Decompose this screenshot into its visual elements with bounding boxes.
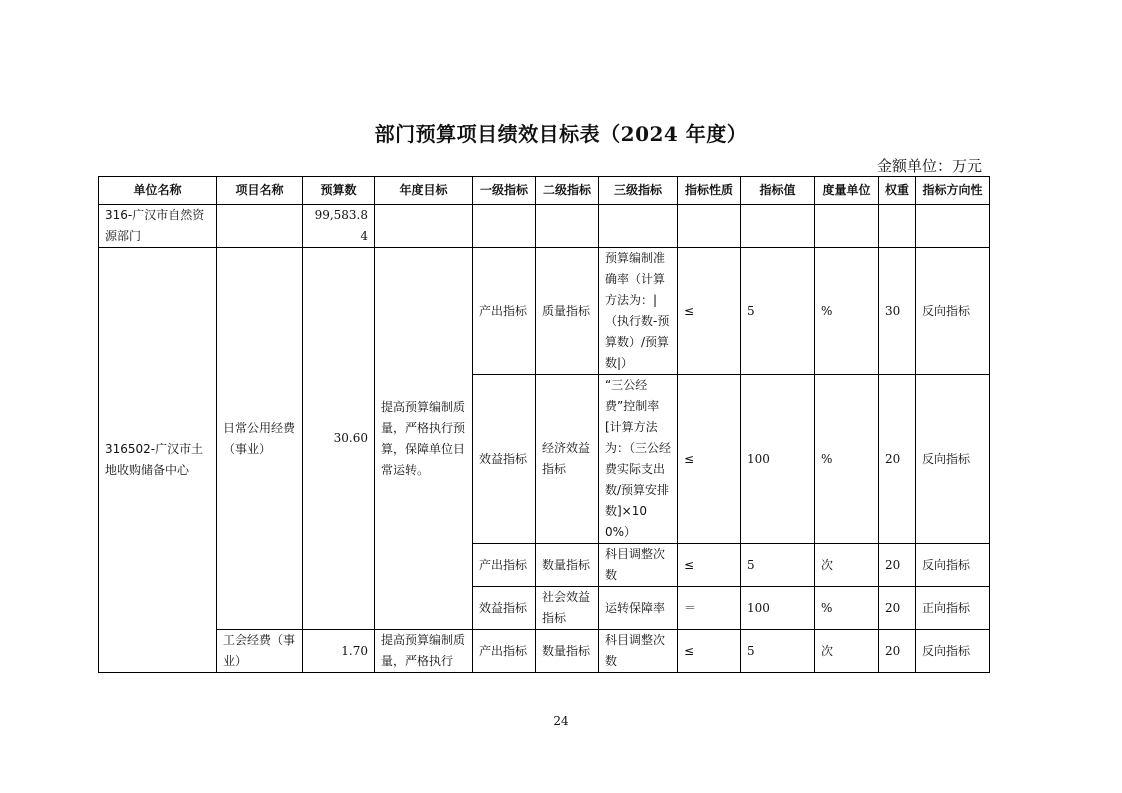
weight-cell: 20	[879, 587, 916, 630]
annual-goal-cell: 提高预算编制质量，严格执行预算，保障单位日常运转。	[375, 248, 473, 630]
measure-unit: 次	[815, 544, 879, 587]
level1-indicator: 效益指标	[473, 587, 536, 630]
table-row	[99, 248, 990, 375]
header-cell: 指标性质	[678, 177, 741, 205]
table-row	[99, 630, 990, 673]
unit-name-cell: 316502-广汉市土地收购储备中心	[99, 248, 217, 673]
measure-unit: %	[815, 587, 879, 630]
level3-indicator: 科目调整次数	[599, 630, 678, 673]
indicator-nature: ≤	[678, 630, 741, 673]
level1-indicator: 产出指标	[473, 248, 536, 375]
measure-unit: %	[815, 248, 879, 375]
indicator-nature: ≤	[678, 375, 741, 544]
direction-cell: 正向指标	[916, 587, 990, 630]
budget-cell: 1.70	[303, 630, 375, 673]
indicator-value: 100	[741, 587, 815, 630]
page-title: 部门预算项目绩效目标表（2024 年度）	[374, 122, 748, 146]
header-cell: 年度目标	[375, 177, 473, 205]
project-name-cell: 工会经费（事业）	[217, 630, 303, 673]
measure-unit: 次	[815, 630, 879, 673]
header-cell: 一级指标	[473, 177, 536, 205]
table-header-row	[99, 177, 990, 205]
direction-cell: 反向指标	[916, 375, 990, 544]
header-cell: 二级指标	[536, 177, 599, 205]
level2-indicator: 质量指标	[536, 248, 599, 375]
measure-unit: %	[815, 375, 879, 544]
level3-indicator: “三公经费”控制率[计算方法为：（三公经费实际支出数/预算安排数]×100%）	[599, 375, 678, 544]
direction-cell: 反向指标	[916, 630, 990, 673]
level1-indicator: 产出指标	[473, 630, 536, 673]
direction-cell: 反向指标	[916, 248, 990, 375]
budget-cell: 30.60	[303, 248, 375, 630]
weight-cell: 20	[879, 630, 916, 673]
level2-indicator: 数量指标	[536, 630, 599, 673]
weight-cell: 30	[879, 248, 916, 375]
budget-cell: 99,583.84	[303, 205, 375, 248]
weight-cell: 20	[879, 375, 916, 544]
weight-cell: 20	[879, 544, 916, 587]
indicator-nature: ≤	[678, 544, 741, 587]
project-name-cell	[217, 205, 303, 248]
annual-goal-cell: 提高预算编制质量，严格执行	[375, 630, 473, 673]
level1-indicator: 产出指标	[473, 544, 536, 587]
indicator-value: 5	[741, 630, 815, 673]
direction-cell: 反向指标	[916, 544, 990, 587]
performance-target-table	[98, 176, 990, 673]
project-name-cell: 日常公用经费（事业）	[217, 248, 303, 630]
indicator-value: 5	[741, 248, 815, 375]
header-cell: 单位名称	[99, 177, 217, 205]
indicator-nature: ＝	[678, 587, 741, 630]
header-cell: 指标值	[741, 177, 815, 205]
header-cell: 指标方向性	[916, 177, 990, 205]
header-cell: 权重	[879, 177, 916, 205]
header-cell: 度量单位	[815, 177, 879, 205]
level2-indicator: 数量指标	[536, 544, 599, 587]
unit-name-cell: 316-广汉市自然资源部门	[99, 205, 217, 248]
indicator-nature: ≤	[678, 248, 741, 375]
level3-indicator: 预算编制准确率（计算方法为：|（执行数-预算数）/预算数|）	[599, 248, 678, 375]
page-number: 24	[553, 714, 569, 728]
amount-unit-label: 金额单位：万元	[876, 157, 982, 175]
level2-indicator: 社会效益指标	[536, 587, 599, 630]
header-cell: 三级指标	[599, 177, 678, 205]
level3-indicator: 科目调整次数	[599, 544, 678, 587]
header-cell: 预算数	[303, 177, 375, 205]
level2-indicator: 经济效益指标	[536, 375, 599, 544]
level1-indicator: 效益指标	[473, 375, 536, 544]
header-cell: 项目名称	[217, 177, 303, 205]
indicator-value: 5	[741, 544, 815, 587]
indicator-value: 100	[741, 375, 815, 544]
level3-indicator: 运转保障率	[599, 587, 678, 630]
table-row	[99, 205, 990, 248]
